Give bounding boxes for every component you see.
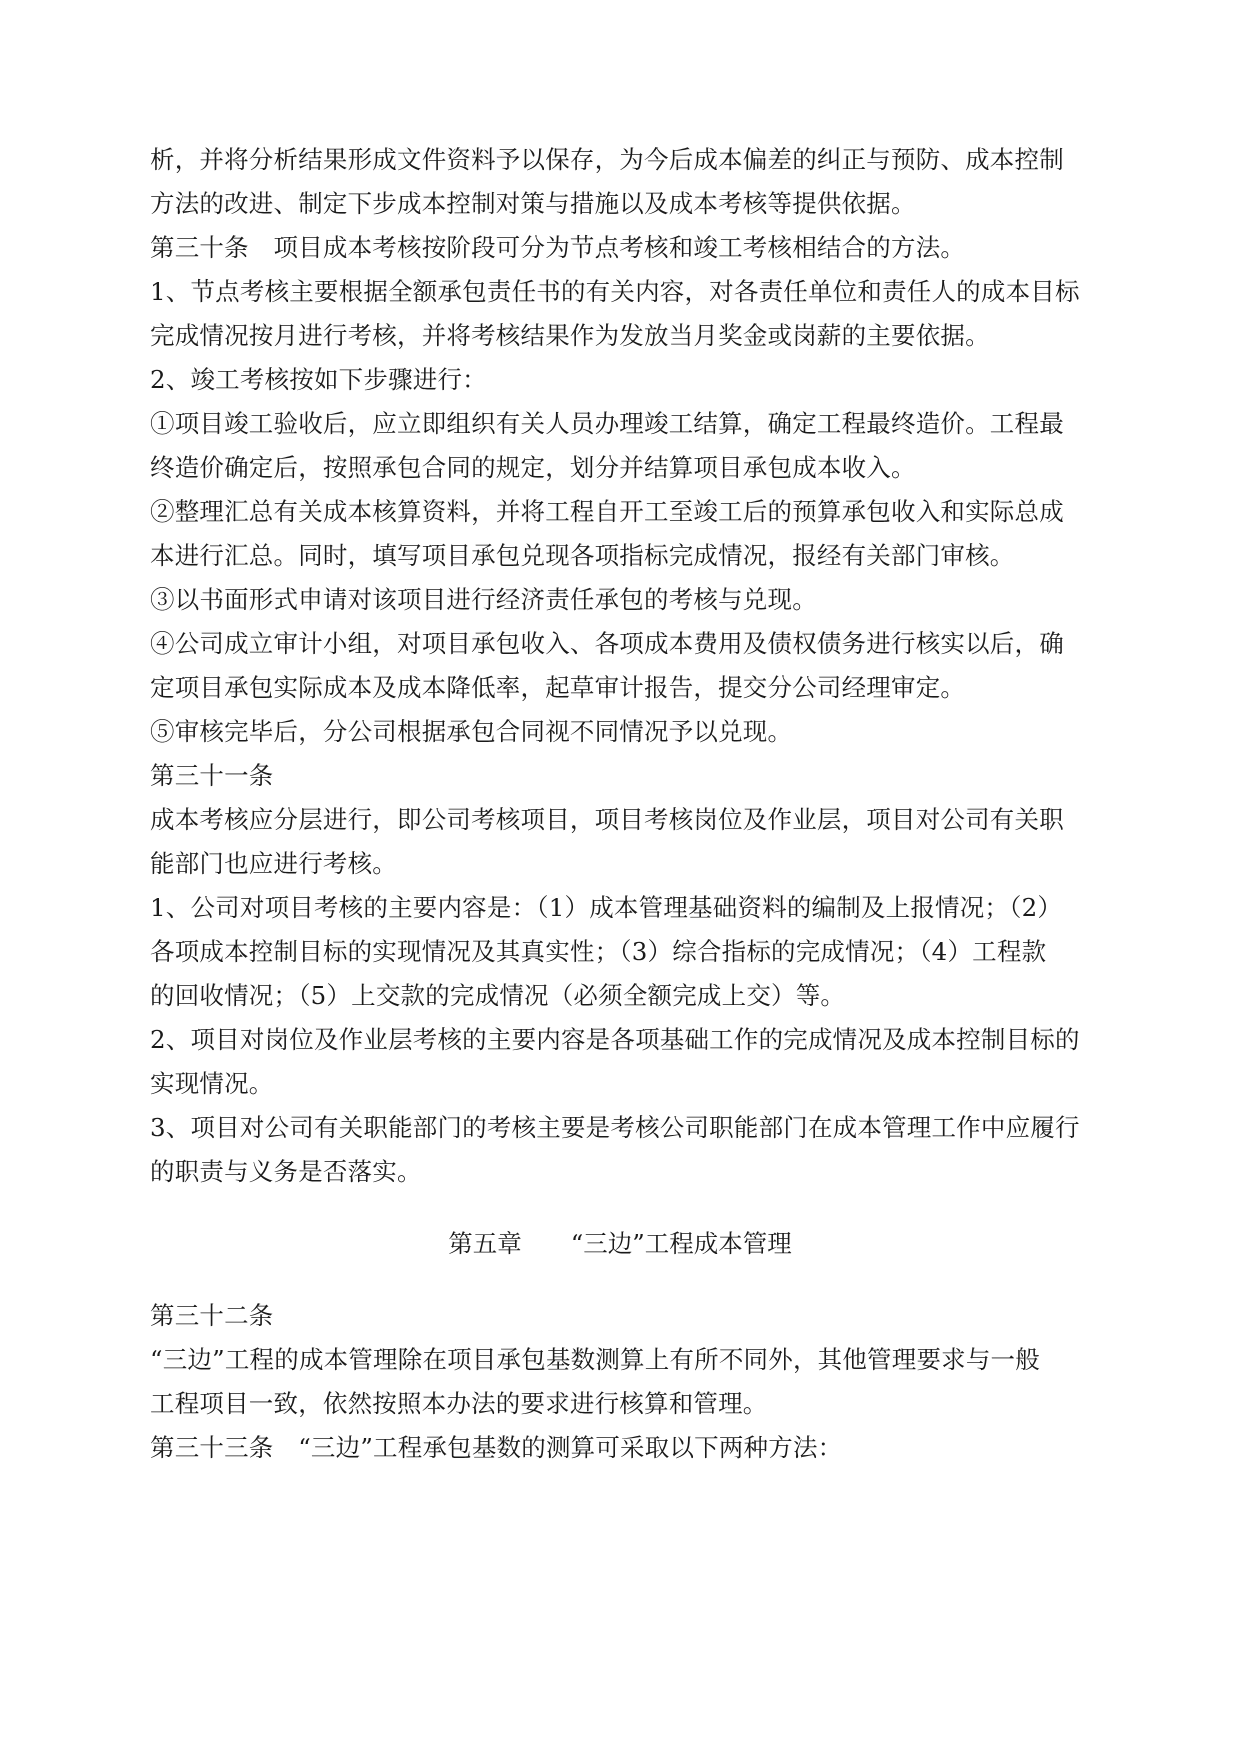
paragraph-line: 实现情况。 [150,1069,274,1098]
paragraph-line: 的职责与义务是否落实。 [150,1157,422,1186]
article-30-line: 第三十条 项目成本考核按阶段可分为节点考核和竣工考核相结合的方法。 [150,233,966,262]
paragraph-line: 3、项目对公司有关职能部门的考核主要是考核公司职能部门在成本管理工作中应履行 [150,1113,1080,1142]
paragraph-line: 定项目承包实际成本及成本降低率，起草审计报告，提交分公司经理审定。 [150,673,966,702]
article-32-heading: 第三十二条 [150,1301,274,1330]
article-31-heading: 第三十一条 [150,761,274,790]
paragraph-line: 各项成本控制目标的实现情况及其真实性；（3）综合指标的完成情况；（4）工程款 [150,937,1047,966]
paragraph-line: “三边”工程的成本管理除在项目承包基数测算上有所不同外，其他管理要求与一般 [150,1345,1040,1374]
paragraph-line: 的回收情况；（5）上交款的完成情况（必须全额完成上交）等。 [150,981,846,1010]
article-33-line: 第三十三条 “三边”工程承包基数的测算可采取以下两种方法： [150,1433,843,1462]
paragraph-line: 成本考核应分层进行，即公司考核项目，项目考核岗位及作业层，项目对公司有关职 [150,805,1064,834]
paragraph-line: 2、竣工考核按如下步骤进行： [150,365,487,394]
paragraph-line: 完成情况按月进行考核，并将考核结果作为发放当月奖金或岗薪的主要依据。 [150,321,990,350]
list-item-line: ①项目竣工验收后，应立即组织有关人员办理竣工结算，确定工程最终造价。工程最 [150,409,1064,438]
chapter-heading: 第五章 “三边”工程成本管理 [448,1229,792,1258]
list-item-line: ④公司成立审计小组，对项目承包收入、各项成本费用及债权债务进行核实以后，确 [150,629,1064,658]
paragraph-line: 1、公司对项目考核的主要内容是：（1）成本管理基础资料的编制及上报情况；（2） [150,893,1063,922]
paragraph-line: 能部门也应进行考核。 [150,849,397,878]
paragraph-line: 1、节点考核主要根据全额承包责任书的有关内容，对各责任单位和责任人的成本目标 [150,277,1080,306]
paragraph-line: 本进行汇总。同时，填写项目承包兑现各项指标完成情况，报经有关部门审核。 [150,541,1015,570]
list-item-line: ③以书面形式申请对该项目进行经济责任承包的考核与兑现。 [150,585,817,614]
paragraph-line: 终造价确定后，按照承包合同的规定，划分并结算项目承包成本收入。 [150,453,916,482]
list-item-line: ②整理汇总有关成本核算资料，并将工程自开工至竣工后的预算承包收入和实际总成 [150,497,1064,526]
paragraph-line: 方法的改进、制定下步成本控制对策与措施以及成本考核等提供依据。 [150,189,916,218]
paragraph-line: 析，并将分析结果形成文件资料予以保存，为今后成本偏差的纠正与预防、成本控制 [150,145,1064,174]
paragraph-line: 工程项目一致，依然按照本办法的要求进行核算和管理。 [150,1389,768,1418]
list-item-line: ⑤审核完毕后，分公司根据承包合同视不同情况予以兑现。 [150,717,793,746]
paragraph-line: 2、项目对岗位及作业层考核的主要内容是各项基础工作的完成情况及成本控制目标的 [150,1025,1080,1054]
